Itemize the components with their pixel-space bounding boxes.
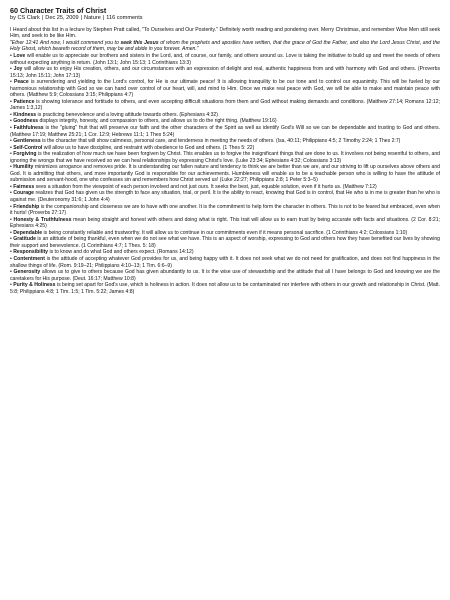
bullet-icon: • xyxy=(10,164,14,171)
trait-name: Love xyxy=(13,53,26,59)
trait-description: will allow us to enjoy His creation, others, and our circumstances with an expression of delight and real, authentic happiness from and with harmony with God and others. (Proverbs 15:13; John 15:11; John 17:13) xyxy=(10,66,440,79)
bullet-icon: • xyxy=(10,79,14,86)
bullet-icon: • xyxy=(10,151,14,158)
trait-item xyxy=(10,99,440,112)
trait-description: is showing tolerance and fortitude to others, and even accepting difficult situations from them and God without making demands and conditions. (Matthew 27:14; Romans 12:12; James 1:3,12) xyxy=(10,98,440,112)
intro-paragraph: I Heard about this list in a lecture by Stephen Pratt called, "To Ourselves and Our Posterity." Definitely worth reading and pondering over. Merry Christmas, and remember Wise Men still seek Him, and seek to be like Him. xyxy=(10,26,440,40)
trait-item xyxy=(10,190,440,203)
trait-name: Gratitude xyxy=(13,236,36,243)
trait-name: Kindness xyxy=(13,111,37,118)
bullet-icon: • xyxy=(10,190,14,197)
trait-item xyxy=(10,125,440,138)
comments-link[interactable]: 116 comments xyxy=(106,15,143,22)
trait-item xyxy=(10,269,440,282)
bullet-icon: • xyxy=(10,249,14,256)
trait-name: Generosity xyxy=(13,269,41,276)
bullet-icon: • xyxy=(10,203,14,210)
trait-name: Faithfulness xyxy=(13,125,44,132)
bullet-icon: • xyxy=(10,144,14,151)
quote-emphasis: seek this Jesus xyxy=(120,39,159,46)
bullet-icon: • xyxy=(10,236,14,243)
trait-item xyxy=(10,282,440,295)
trait-description: is the companionship and closeness we are to have with one another. It is the commitment to help form the character in others. This is not to be feared but embraced, even when it hurts! (Proverbs 27:17) xyxy=(10,203,440,217)
category-link[interactable]: Nature xyxy=(84,15,101,22)
trait-item xyxy=(10,256,440,269)
trait-description: is the character that will show calmness, personal care, and tenderness in meeting the needs of others. (Isa. 40:11; Philippians 4:5; 2 Timothy 2:24; 1 Thes 2:7) xyxy=(40,138,401,145)
bullet-icon: • xyxy=(10,229,14,236)
trait-description: mean being straight and honest with others and doing what is right. This trait will allow us to earn trust by being accurate with facts and situations. (2 Cor. 8:21; Ephesians 4:25) xyxy=(10,216,441,230)
post-date: Dec 25, 2009 xyxy=(45,15,79,22)
trait-name: Honesty & Truthfulness xyxy=(13,216,72,223)
trait-name: Friendship xyxy=(13,203,40,210)
trait-description: will enable us to appreciate our brothers and sisters in the Lord, and, of course, our family, and others around us. Love is taking the initiative to build up and meet the needs of others without expecting anything in return. (John 13:1; John 15:13; 1 Corinthians 13:3) xyxy=(10,53,440,66)
trait-name: Joy xyxy=(13,66,23,73)
trait-item xyxy=(10,204,440,217)
trait-item xyxy=(10,236,440,249)
trait-name: Self-Control xyxy=(13,144,43,151)
trait-item xyxy=(10,53,440,66)
bullet-icon: • xyxy=(10,125,14,132)
trait-description: is the realization of how much we have been forgiven by Christ. This enables us to forgive the insignificant things that are done to us. It involves not being resentful to others, and ignoring the wrongs that we have received so we can heal relationships by expressing Christ's love. (Luke 23:34; Ephesians 4:32; Colossians 3:13) xyxy=(10,151,440,164)
bullet-icon: • xyxy=(10,138,14,145)
trait-description: is surrendering and yielding to the Lord's control, for He is our ultimate peace! It is allowing tranquility to be our tone and to control our equanimity. This will be fueled by our harmonious relationship with God so we can hand over control of our heart, will, and mind to Him. Once we make real peace with God, we will be able to make and maintain peace with others. (Matthew 5:9; Colossians 3:15; Philippians 4:7) xyxy=(10,79,440,99)
quote-text-post: of whom the prophets and apostles have written, that the grace of God the Father, and also the Lord Jesus Christ, and the Holy Ghost, which beareth record of them, may be and abide in you forever. Amen." xyxy=(10,39,440,53)
trait-description: is being constantly reliable and trustworthy. It will allow us to continue in our commitments even if it means personal sacrifice. (1 Corinthians 4:2; Colossians 1:10) xyxy=(42,229,408,236)
author-byline: by CS Clark xyxy=(10,15,40,22)
trait-name: Courage xyxy=(13,190,34,197)
bullet-icon: • xyxy=(10,269,14,276)
bullet-icon: • xyxy=(10,111,14,118)
trait-description: sees a situation from the viewpoint of each person involved and not just ours. It seeks the best, just, equable solution, even if it hurts us. (Matthew 7:12) xyxy=(34,183,377,190)
trait-description: is practicing benevolence and a loving attitude towards others. (Ephesians 4:32) xyxy=(36,111,218,118)
trait-item xyxy=(10,151,440,164)
trait-name: Goodness xyxy=(13,118,39,125)
bullet-icon: • xyxy=(10,183,14,190)
bullet-icon: • xyxy=(10,66,14,73)
article-title: 60 Character Traits of Christ xyxy=(10,6,107,15)
trait-name: Humility xyxy=(13,164,34,171)
trait-item xyxy=(10,217,440,230)
bullet-icon: • xyxy=(10,282,14,289)
trait-item xyxy=(10,66,440,79)
trait-item xyxy=(10,79,440,99)
trait-description: minimizes arrogance and removes pride. It is understanding our fallen nature and tendency to think we are better than we are, and our striving to lift up ourselves above others and God. It is admitting that others, and more importantly God is responsible for our achievements. Humbleness will enable us to be a teachable person who is willing to have the attitude of submission and servant-hood, one who confesses sin and remembers how Christ served us! (Luke 22:27; Philippians 2:8; 1 Peter 5:3–5) xyxy=(10,164,440,184)
trait-name: Dependable xyxy=(13,229,43,236)
trait-description: allows us to give to others because God has given abundantly to us. It is the wise use of stewardship and the attitude that all I have belongs to God and knowing we are the caretakers for His purpose. (Deut. 16:17; Matthew 10:8) xyxy=(10,269,440,282)
trait-name: Peace xyxy=(13,79,29,86)
trait-item xyxy=(10,164,440,184)
trait-description: is the attitude of accepting whatever God provides for us, and being happy with it. It does not seek what we do not need for gratification, and does not find happiness in the shallow things of life. (Rom. 9:19–21; Philippians 4:10–13; 1 Tim. 6:6–9) xyxy=(10,255,440,269)
scripture-quote xyxy=(10,40,440,53)
bullet-icon: • xyxy=(10,98,14,105)
trait-description: displays integrity, honesty, and compassion to others, and allows us to do the right thing. (Matthew 19:16) xyxy=(38,118,277,125)
trait-description: will allow us to have discipline, and restraint with obedience to God and others. (1 Thes 5: 22) xyxy=(42,144,255,151)
trait-description: is an attitude of being thankful, even when we do not see what we have. This is an aspect of worship, expressing to God and others how they have benefited our lives by showing their support and benevolence. (1 Corinthians 4:7; 1 Thes. 5: 18) xyxy=(10,236,440,249)
trait-name: Purity & Holiness xyxy=(13,282,56,289)
trait-name: Forgiving xyxy=(13,151,37,158)
bullet-icon: • xyxy=(10,255,14,262)
bullet-icon: • xyxy=(10,53,14,59)
trait-name: Contentment xyxy=(13,255,45,262)
article-meta: by CS Clark | Dec 25, 2009 | Nature | 116 comments xyxy=(10,15,143,22)
quote-text-pre: "Ether 12:41 And now, I would commend you to xyxy=(10,39,121,46)
trait-description: realizes that God has given us the strength to face any situation, trial, or peril. It is the ability to react, knowing that God is in control, that He who is in me is greater than he who is against me. (Deuteronomy 31:6; 1 John 4:4) xyxy=(10,190,441,204)
trait-name: Responsibility xyxy=(13,249,49,256)
trait-name: Patience xyxy=(13,98,35,105)
trait-name: Gentleness xyxy=(13,138,41,145)
trait-description: is the "gluing" fruit that will preserve our faith and the other characters of the Spirit as well as identify God's Will so we can be dependable and trusting to God and others. (Matthew 17:19; Matthew 25:21; 1 Cor. 12:9; Hebrews 11:1; 1 Thes 5:24) xyxy=(10,125,440,138)
trait-description: is to know and do what God and others expect. (Romans 14:12) xyxy=(48,249,194,256)
trait-name: Fairness xyxy=(13,183,35,190)
article-body xyxy=(10,27,440,295)
bullet-icon: • xyxy=(10,118,14,125)
traits-list xyxy=(10,53,440,295)
bullet-icon: • xyxy=(10,216,14,223)
trait-description: is being set apart for God's use, which is holiness in action. It does not allow us to be contaminated nor interfere with others in our growth and relationship in Christ. (Matt. 5:8; Philippians 4:8; 1 Tim. 1:5; 1 Tim. 5:22; James 4:8) xyxy=(10,282,440,295)
